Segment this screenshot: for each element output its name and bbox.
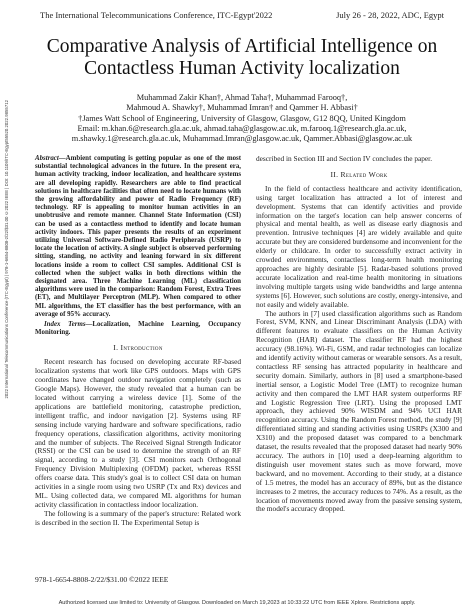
paper-title	[30, 36, 454, 80]
intro-paragraph-1: Recent research has focused on developing accurate RF-based localization systems that work like GPS outdoors. Maps with GPS coordinates have changed outdoor navigation completely (such as Google Maps). However, the study revealed that a human can be located without carrying a wireless device [1]. Some of the applications are battlefield monitoring, catastrophe prediction, intelligent traffic, and indoor navigation [2]. Systems using RF sensing include varying hardware and software specifications, radio frequency operations, classification algorithms, activity monitoring and the number of subjects. The Received Signal Strength Indicator (RSSI) or the CSI can be used to determine the strength of an RF signal, according to a study [3]. CSI monitors each Orthogonal Frequency Division Multiplexing (OFDM) packet, whereas RSSI offers coarse data. This study's goal is to collect CSI data on human activities in a single room using two USRP (Tx and Rx) devices and ML. Using collected data, we compared ML algorithms for human activity classification in contactless indoor localization.	[35, 357, 241, 509]
section-heading-related-work: II. Related Work	[330, 169, 388, 179]
affiliation: †James Watt School of Engineering, University of Glasgow, Glasgow, G12 8QQ, United Kingdom	[78, 113, 406, 123]
authors-line-2: Mahmoud A. Shawky†, Muhammad Imran† and Qammer H. Abbasi†	[126, 103, 358, 113]
intro-paragraph-2: The following is a summary of the paper's structure: Related work is described in the section II. The Experimental Setup is	[35, 508, 241, 527]
right-column	[256, 155, 462, 514]
section-heading-introduction: I. Introduction	[113, 343, 163, 353]
index-terms-label: Index Terms	[44, 321, 86, 329]
title-line-1: Comparative Analysis of Artificial Intelligence on	[46, 36, 438, 57]
authors-line-1: Muhammad Zakir Khan†, Ahmad Taha†, Muhammad Farooq†,	[136, 93, 348, 102]
license-footer: Authorized licensed use limited to: University of Glasgow. Downloaded on March 19,2023 at 10:33:22 UTC from IEEE Xplore. Restrictions apply.	[58, 600, 416, 606]
author-block	[30, 93, 454, 144]
related-work-paragraph-2: The authors in [7] used classification algorithms such as Random Forest, SVM, KNN, and Linear Discriminant Analysis (LDA) with different features to evaluate classifiers on the Human Activity Recognition (HAR) dataset. The classifier RF had the highest accuracy (98.16%). Wi-Fi, GSM, and radar technologies can localize and identify activity without cameras or wearable sensors. As a result, contactless RF sensing has attracted popularity in healthcare and security domain. Similarly, authors in [8] used a smartphone-based inertial sensor, a Logistic Model Tree (LMT) to recognize human activity and then compared the LMT HAR system outperforms RF and Logistic Regression Tree (LRT). Using the proposed LMT approach, they achieved 90% WISDM and 94% UCI HAR recognition accuracy. Using the Random Forest method, the study [9] differentiated sitting and standing activities using USRPs (X300 and X310) and the proposed dataset was compared to a benchmark dataset, the results revealed that the proposed dataset had nearly 90% accuracy. The authors in [10] used a deep-learning algorithm to distinguish user movement states such as move forward, move backward, and no movement. According to their study, at a distance of 1.5 metres, the model has an accuracy of 89%, but as the distance increases to 2 metres, the accuracy reduces to 74%. As a result, as the location of movements moved away from the passive sensing system, the model's accuracy dropped.	[256, 308, 462, 514]
email-line-2: m.shawky.1@research.gla.ac.uk, Muhammad.Imran@glasgow.ac.uk, Qammer.Abbasi@glasgow.ac.uk	[71, 134, 413, 144]
left-column	[35, 155, 241, 528]
email-line-1: Email: m.khan.6@research.gla.ac.uk, ahmad.taha@glasgow.ac.uk, m.farooq.1@research.gla.ac.uk,	[77, 123, 407, 133]
conference-date: July 26 - 28, 2022, ADC, Egypt	[336, 10, 444, 20]
doi-sidebar: 2022 International Telecommunications Conference (ITC-Egypt) | 978-1-6654-8808-2/22/$31.00 ©2022 IEEE | DOI: 10.1109/ITC-Egypt55520.2022.9855712	[4, 100, 9, 399]
index-terms-text: —Localization, Machine Learning, Occupancy Monitoring.	[35, 321, 241, 337]
continued-text: described in Section III and Section IV concludes the paper.	[256, 154, 433, 163]
title-line-2: Contactless Human Activity localization	[84, 58, 400, 79]
abstract	[35, 155, 241, 319]
copyright-notice: 978-1-6654-8808-2/22/$31.00 ©2022 IEEE	[35, 575, 169, 584]
abstract-text: —Ambient computing is getting popular as one of the most substantial technological advances in the future. In the present era, human activity tracking, indoor localization, and healthcare systems are all developing rapidly. Researchers are able to find practical solutions in healthcare facilities that often need to locate humans with the growing affordability and power of Radio Frequency (RF) technology. RF is appealing to monitor human activities in an unobtrusive and remote manner. Channel State Information (CSI) can be used as a contactless method to identify and locate human activity indoors. This paper presents the results of an experiment utilizing Universal Software-Defined Radio Peripherals (USRP) to locate the location of activity. A single subject is observed performing sitting, standing, no activity and leaning forward in six different locations inside a room to collect CSI samples. Additional CSI is collected when the subject walks in both directions within the designated area. Three Machine Learning (ML) classification algorithms were used in the comparison: Random Forest, Extra Trees (ET), and Multilayer Perceptron (MLP). When compared to other ML algorithms, the ET classifier has the best performance, with an average of 95% accuracy.	[35, 155, 241, 318]
related-work-paragraph-1: In the field of contactless healthcare and activity identification, using target localization has attracted a lot of interest and development. Systems that can identify activities and provide information on the target's location can help answer concerns of physical and mental health, as well as disease early diagnosis and prevention. Intrusive techniques [4] are widely available and quite accurate but they are considered burdensome and inconvenient for the elderly or childcare. In order to successfully extract activity in crowded environments, contactless long-term health monitoring approaches are highly desirable [5]. Radar-based solutions proved accurate localization and real-time health monitoring in situations involving multiple targets using wide bandwidths and large antenna systems [6]. However, such solutions are costly, energy-intensive, and not easily and widely available.	[256, 183, 462, 309]
abstract-label: Abstract	[35, 155, 59, 162]
running-header	[40, 10, 444, 20]
index-terms	[35, 321, 241, 337]
conference-name: The International Telecommunications Conference, ITC-Egypt'2022	[40, 10, 273, 20]
